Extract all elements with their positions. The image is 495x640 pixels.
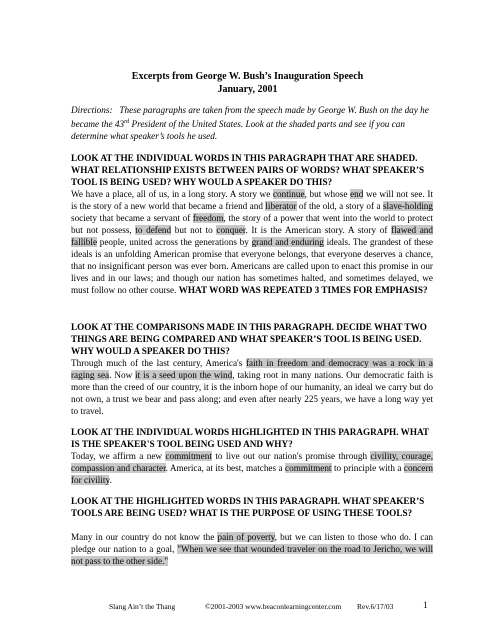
speech-text: . America, at its best, matches a: [165, 463, 286, 473]
speech-text: society that became a servant of: [71, 213, 193, 223]
footer-right: Rev.6/17/03: [357, 602, 394, 611]
directions-superscript: rd: [124, 119, 130, 125]
speech-text: to principle with a: [331, 463, 404, 473]
section-2-question: LOOK AT THE COMPARISONS MADE IN THIS PARAGRAPH. DECIDE WHAT TWO THINGS ARE BEING COMPARED AND WHAT SPEAKER’S TOOL IS BEING USED. WHY WOULD A SPEAKER DO THIS?: [71, 322, 427, 356]
footer-center: ©2001-2003 www.beaconlearningcenter.com: [205, 602, 342, 611]
highlighted-phrase: end: [350, 189, 364, 199]
document-title: Excerpts from George W. Bush’s Inauguration Speech: [131, 71, 364, 82]
highlighted-phrase: grand and enduring: [251, 237, 324, 247]
speech-text: ideals. The grandest of these ideals is an unfolding American promise that everyone belongs, that everyone deserves a chance, that no insignificant person was ever born. Americans are called upon to enact this promise in our lives and in our laws; and though our nation has sometimes halted, and sometimes delayed, we must follow no other course.: [71, 237, 433, 295]
speech-text: we will not see. It is the story of a new world that became a friend and: [71, 189, 433, 211]
speech-text: .: [109, 475, 112, 485]
directions-text-1: These paragraphs are taken from the speech made by George W. Bush on the day he became the 43: [71, 105, 429, 130]
speech-text: , the story of a power that went into the world to protect but not possess,: [71, 213, 433, 235]
highlighted-phrase: concern for civility: [71, 463, 433, 485]
highlighted-phrase: flawed and fallible: [71, 225, 433, 247]
highlighted-phrase: conquer: [216, 225, 246, 235]
highlighted-phrase: faith in freedom and democracy was a rock in a raging sea: [71, 358, 433, 380]
repeated-word-question: WHAT WORD WAS REPEATED 3 TIMES FOR EMPHASIS?: [178, 285, 428, 295]
speech-text: to live out our nation's promise through: [211, 451, 371, 461]
speech-text: , but we can listen to those who do. I can pledge our nation to a goal,: [71, 532, 433, 554]
speech-text: . Now: [109, 370, 136, 380]
section-2-paragraph: [71, 357, 433, 417]
speech-text: but not to: [171, 225, 217, 235]
highlighted-phrase: slave-holding: [382, 201, 433, 211]
highlighted-phrase: liberator: [265, 201, 297, 211]
section-1-paragraph: [71, 188, 433, 296]
highlighted-phrase: pain of poverty: [217, 532, 275, 542]
section-4-paragraph: [71, 531, 433, 567]
footer-left: Slang Ain’t the Thang: [109, 602, 176, 611]
highlighted-phrase: civility, courage, compassion and character: [71, 451, 433, 473]
highlighted-phrase: continue: [272, 189, 305, 199]
section-1-question: LOOK AT THE INDIVIDUAL WORDS IN THIS PARAGRAPH THAT ARE SHADED. WHAT RELATIONSHIP EXISTS BETWEEN PAIRS OF WORDS? WHAT SPEAKER’S TOOL IS BEING USED? WHY WOULD A SPEAKER DO THIS?: [71, 153, 425, 187]
page-number: 1: [423, 600, 428, 610]
section-4-question: LOOK AT THE HIGHLIGHTED WORDS IN THIS PARAGRAPH. WHAT SPEAKER’S TOOLS ARE BEING USED? WHAT IS THE PURPOSE OF USING THESE TOOLS?: [71, 496, 425, 518]
highlighted-phrase: freedom: [192, 213, 224, 223]
speech-text: , but whose: [304, 189, 351, 199]
speech-text: Many in our country do not know the: [71, 532, 218, 542]
highlighted-phrase: it is a seed upon the wind: [135, 370, 233, 380]
highlighted-phrase: "When we see that wounded traveler on the road to Jericho, we will not pass to the other side.": [71, 544, 434, 566]
speech-text: Through much of the last century, America's: [71, 358, 246, 368]
highlighted-phrase: commitment: [285, 463, 332, 473]
speech-text: people, united across the generations by: [97, 237, 252, 247]
directions-text-2: President of the United States. Look at the shaded parts and see if you can determine what speaker’s tools he used.: [71, 119, 405, 142]
speech-text: Today, we affirm a new: [71, 451, 166, 461]
highlighted-phrase: commitment: [165, 451, 212, 461]
speech-text: . It is the American story. A story of: [245, 225, 392, 235]
speech-text: , taking root in many nations. Our democratic faith is more than the creed of our country, it is the inborn hope of our humanity, an ideal we carry but do not own, a trust we bear and pass along; and even after nearly 225 years, we have a long way yet to travel.: [71, 370, 433, 416]
document-date: January, 2001: [217, 84, 278, 95]
section-3-question: LOOK AT THE INDIVIDUAL WORDS HIGHLIGHTED IN THIS PARAGRAPH. WHAT IS THE SPEAKER'S TOOL BEING USED AND WHY?: [71, 427, 429, 449]
directions-label: Directions:: [71, 105, 113, 115]
speech-text: of the old, a story of a: [296, 201, 383, 211]
section-3-paragraph: [71, 450, 433, 486]
speech-text: We have a place, all of us, in a long story. A story we: [71, 189, 273, 199]
highlighted-phrase: to defend: [135, 225, 172, 235]
directions: [71, 104, 433, 142]
